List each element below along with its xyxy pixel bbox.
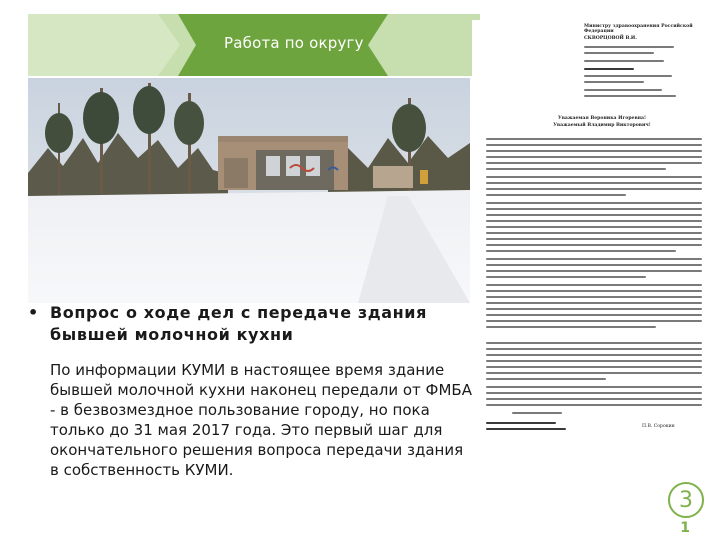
bullet-dot-icon: •	[28, 303, 39, 322]
page-number: 3	[679, 487, 693, 513]
letter-salutation-2: Уважаемый Владимир Викторович!	[553, 123, 651, 128]
info-block	[28, 302, 473, 480]
letter-scan	[472, 20, 712, 452]
header-ribbon	[28, 14, 480, 76]
building-photo	[28, 78, 470, 303]
page-number-sub: 1	[680, 520, 690, 536]
bullet-body: По информации КУМИ в настоящее время здание бывшей молочной кухни наконец передали от ФМБА - в безвозмездное пользование городу, но пока только до 31 мая 2017 года. Это первый шаг для окончательного решения вопроса передачи здания в собственность КУМИ.	[50, 361, 472, 479]
letter-addressee-name: СКВОРЦОВОЙ В.И.	[584, 36, 637, 41]
page-number-badge	[668, 482, 704, 518]
bullet-heading	[28, 302, 473, 346]
letter-signature: П.В. Сорокин	[642, 424, 675, 429]
letter-addressee: Министру здравоохранения Российской Федерации	[584, 24, 693, 35]
bullet-title: Вопрос о ходе дел с передаче здания бывшей молочной кухни	[50, 303, 427, 344]
page-title: Работа по округу	[224, 34, 364, 52]
letter-salutation: Уважаемая Вероника Игоревна!	[557, 116, 647, 121]
